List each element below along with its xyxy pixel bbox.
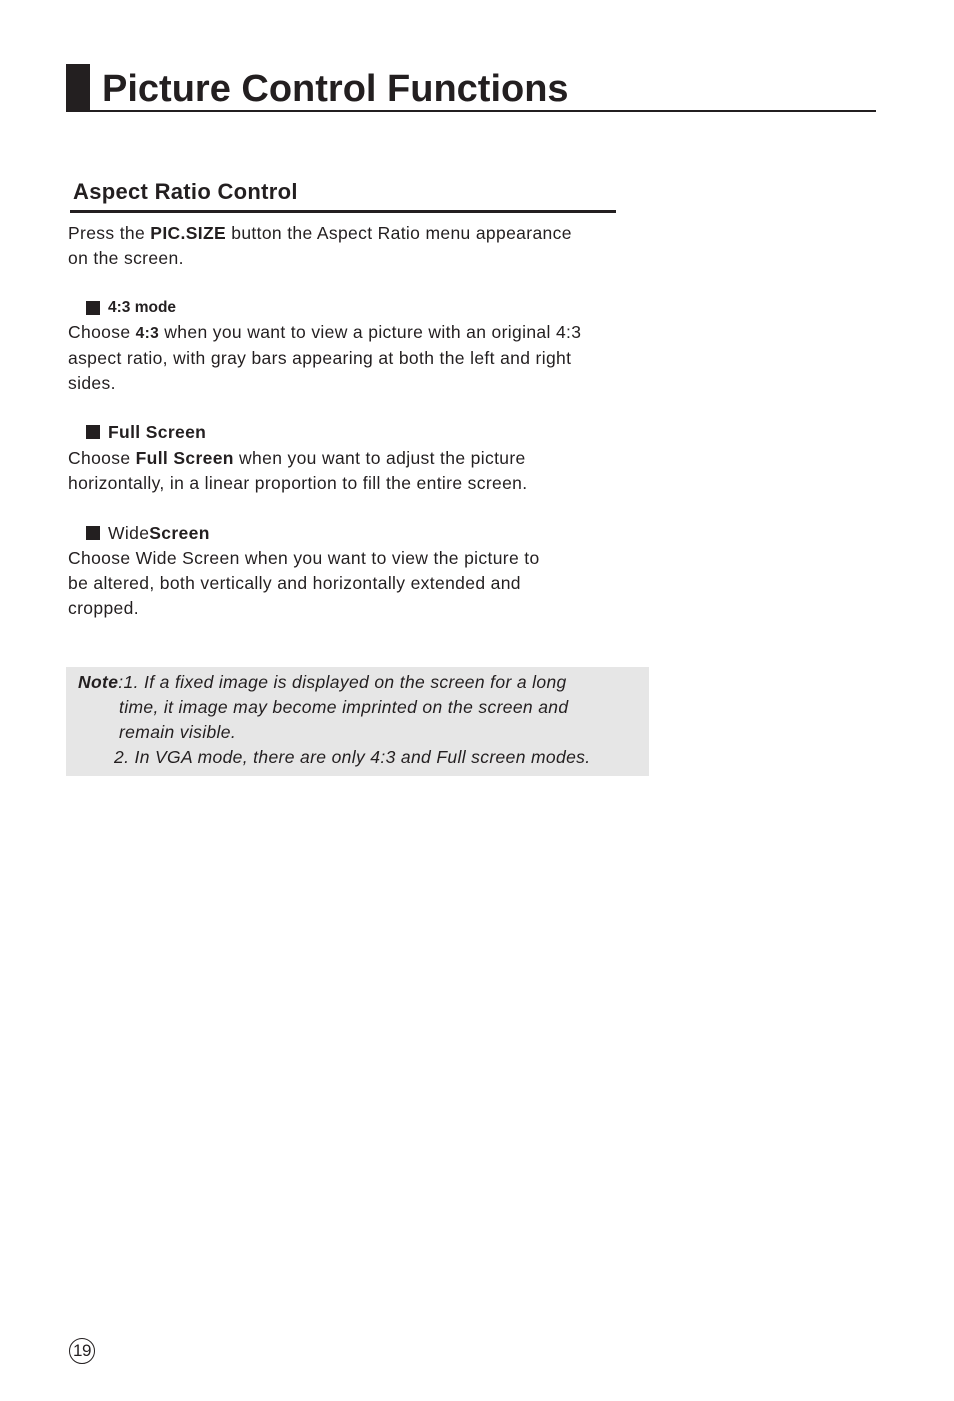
full-screen-desc-bold: Full Screen <box>135 448 234 468</box>
wide-screen-heading-normal: Wide <box>108 523 150 543</box>
mode-4-3-desc-prefix: Choose <box>68 322 136 342</box>
mode-description-4-3 <box>68 320 668 397</box>
wide-screen-desc-line1: Choose Wide Screen when you want to view the picture to <box>68 548 540 568</box>
mode-heading-wide-screen <box>86 522 210 544</box>
bullet-square-icon <box>86 526 100 540</box>
wide-screen-heading-bold: Screen <box>149 523 210 543</box>
bullet-square-icon <box>86 301 100 315</box>
intro-prefix: Press the <box>68 223 151 243</box>
title-underline <box>66 110 876 112</box>
note-line-2: time, it image may become imprinted on the screen and <box>119 697 569 717</box>
pic-size-button-label: PIC.SIZE <box>150 223 227 243</box>
intro-paragraph <box>68 221 668 271</box>
full-screen-desc-line2: horizontally, in a linear proportion to fill the entire screen. <box>68 473 528 494</box>
page-title: Picture Control Functions <box>102 68 569 110</box>
full-screen-desc-prefix: Choose <box>68 448 136 468</box>
intro-line1-rest: button the Aspect Ratio menu appearance <box>226 223 572 243</box>
note-label: Note <box>78 672 119 692</box>
note-line-1-text: :1. If a fixed image is displayed on the screen for a long <box>118 672 567 692</box>
full-screen-desc-line1-rest: when you want to adjust the picture <box>233 448 526 468</box>
bullet-square-icon <box>86 425 100 439</box>
intro-line2: on the screen. <box>68 248 184 269</box>
section-title: Aspect Ratio Control <box>73 179 298 204</box>
mode-description-wide-screen <box>68 546 668 622</box>
mode-4-3-desc-line3: sides. <box>68 373 116 394</box>
mode-heading-4-3-label: 4:3 mode <box>108 299 177 316</box>
mode-heading-full-screen <box>86 421 206 443</box>
section-underline <box>70 210 616 213</box>
mode-4-3-desc-line2: aspect ratio, with gray bars appearing at both the left and right <box>68 348 572 369</box>
mode-4-3-desc-bold: 4:3 <box>135 325 160 342</box>
title-marker-bar <box>66 64 90 112</box>
note-line-4: 2. In VGA mode, there are only 4:3 and Full screen modes. <box>114 747 591 767</box>
wide-screen-desc-line2: be altered, both vertically and horizontally extended and <box>68 573 521 594</box>
mode-description-full-screen <box>68 446 668 496</box>
mode-4-3-desc-line1-rest: when you want to view a picture with an original 4:3 <box>159 322 582 342</box>
note-line-3: remain visible. <box>119 722 237 742</box>
mode-heading-full-screen-label: Full Screen <box>108 422 207 442</box>
note-line-1 <box>78 670 567 695</box>
page-number: 19 <box>69 1338 95 1364</box>
mode-heading-4-3 <box>86 299 176 317</box>
wide-screen-desc-line3: cropped. <box>68 598 139 619</box>
